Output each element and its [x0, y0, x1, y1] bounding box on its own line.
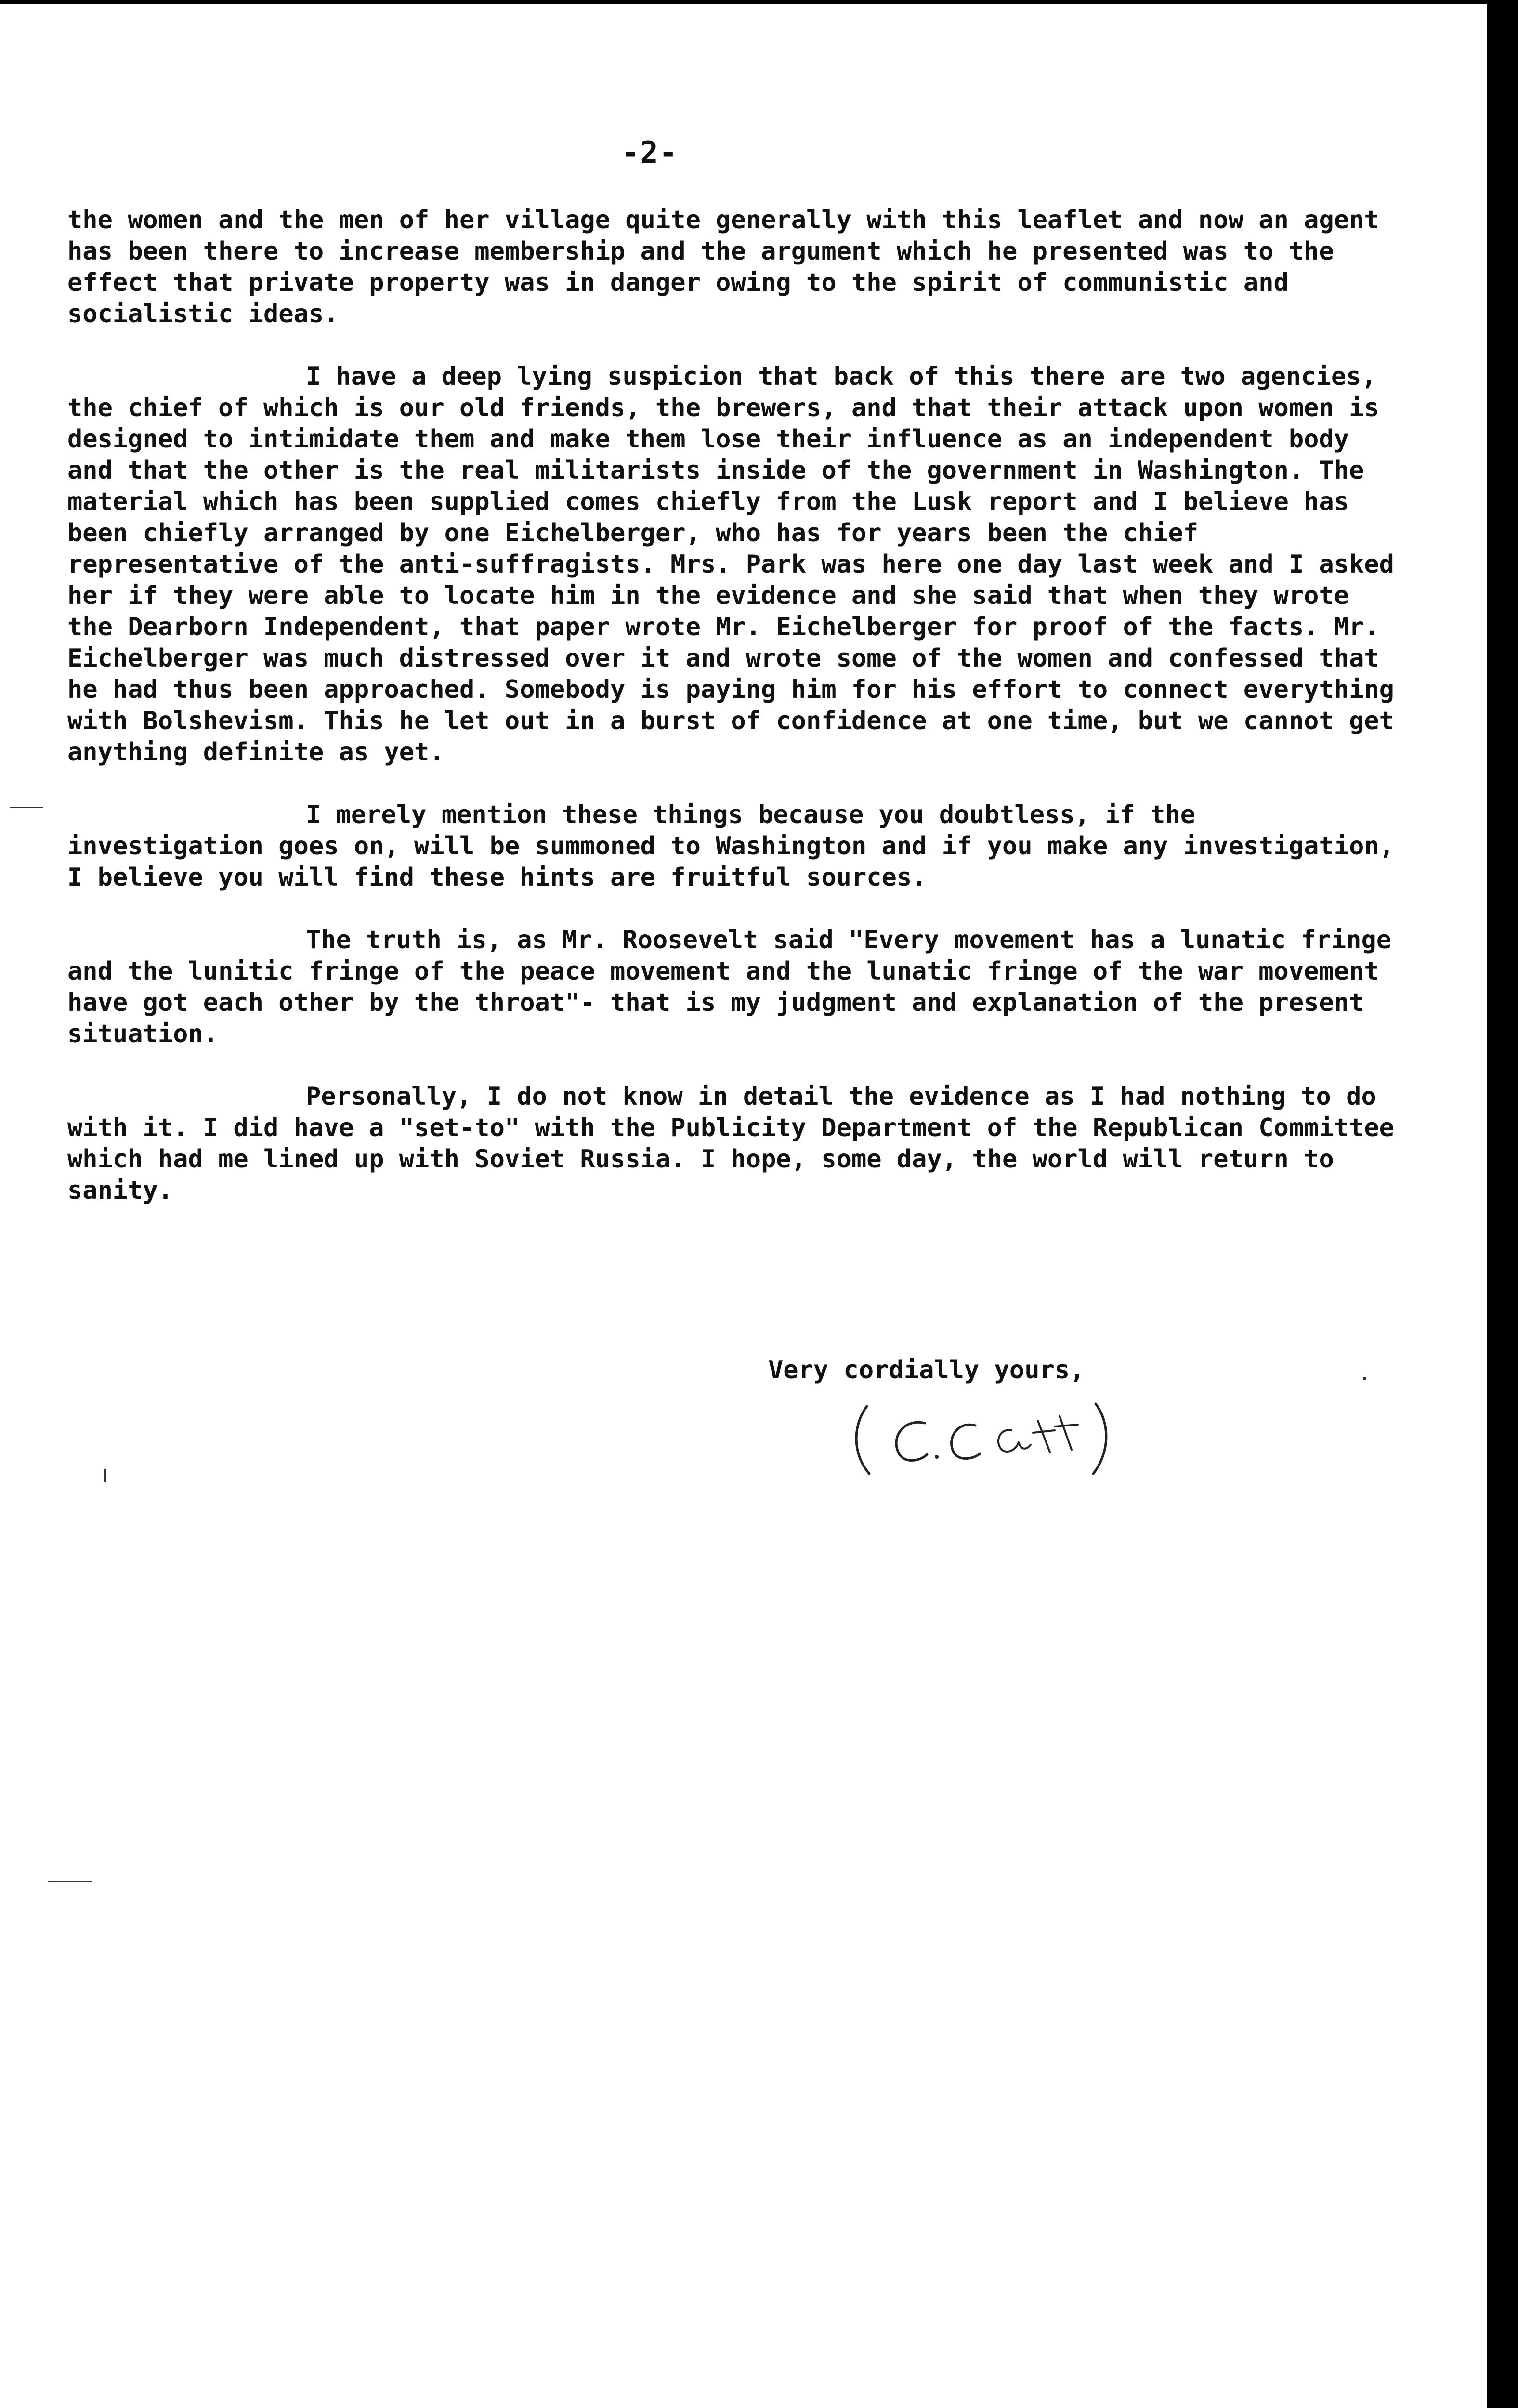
paragraph-4: The truth is, as Mr. Roosevelt said "Every movement has a lunatic fringe and the lunitic fringe of the peace movement and the lunatic fringe of the war movement have got each other by the throat"- that is my judgment and explanation of the present situation. — [67, 926, 1392, 1048]
handwritten-signature — [848, 1397, 1117, 1479]
paragraph-5: Personally, I do not know in detail the evidence as I had nothing to do with it. I did have a "set-to" with the Publicity Department of the Republican Committee which had me lined up with Soviet Russia. I hope, some day, the world will return to sanity. — [67, 1082, 1394, 1205]
page-number: -2- — [621, 135, 678, 170]
paragraph-3: I merely mention these things because you doubtless, if the investigation goes on, will be summoned to Washington and if you make any investigation, I believe you will find these hints are fruitful sources. — [67, 800, 1394, 892]
paragraph-1: the women and the men of her village quite generally with this leaflet and now an agent has been there to increase membership and the argument which he presented was to the effect that private property was in danger owing to the spirit of communistic and socialistic ideas. — [67, 206, 1379, 328]
scan-border-top — [0, 0, 1518, 4]
paragraph-2: I have a deep lying suspicion that back of this there are two agencies, the chief of which is our old friends, the brewers, and that their attack upon women is designed to intimidate them and make them lose their influence as an independent body and that the other is the real militarists inside of the government in Washington. The material which has been supplied comes chiefly from the Lusk report and I believe has been chiefly arranged by one Eichelberger, who has for years been the chief representative of the anti-suffragists. Mrs. Park was here one day last week and I asked her if they were able to locate him in the evidence and she said that when they wrote the Dearborn Independent, that paper wrote Mr. Eichelberger for proof of the facts. Mr. Eichelberger was much distressed over it and wrote some of the women and confessed that he had thus been approached. Somebody is paying him for his effort to connect everything with Bolshevism. This he let out in a burst of confidence at one time, but we cannot get anything definite as yet. — [67, 362, 1394, 767]
margin-dash-bottom-left — [48, 1881, 92, 1882]
margin-dot-left — [104, 1469, 106, 1482]
margin-tick-left — [10, 807, 43, 808]
closing-salutation: Very cordially yours, — [768, 1356, 1085, 1385]
margin-dot-right — [1363, 1377, 1366, 1380]
scan-border-right — [1487, 0, 1518, 2408]
letter-body — [67, 205, 1406, 1238]
